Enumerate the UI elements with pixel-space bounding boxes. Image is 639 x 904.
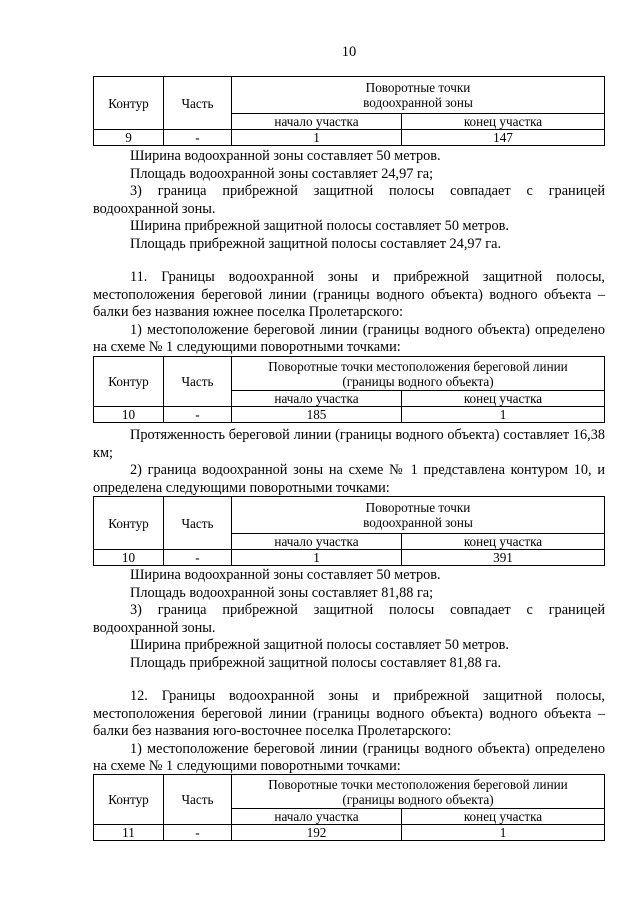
table-cell: 1 [232, 130, 402, 146]
section-11-text-b [93, 567, 605, 673]
header-part: Часть [164, 77, 232, 130]
paragraph: 3) граница прибрежной защитной полосы совпадает с границей водоохранной зоны. [93, 183, 605, 217]
table-cell: 10 [94, 407, 164, 423]
table-cell: начало участка [232, 391, 402, 407]
table-cell: 1 [232, 550, 402, 566]
paragraph: Протяженность береговой линии (границы водного объекта) составляет 16,38 км; [93, 427, 605, 461]
table-cell: Контур [94, 497, 164, 550]
table-cell: - [164, 550, 232, 566]
table-cell: Часть [164, 775, 232, 825]
paragraph: Ширина прибрежной защитной полосы составляет 50 метров. [130, 637, 509, 654]
header-end: конец участка [402, 114, 605, 130]
table-zone-9 [93, 76, 605, 146]
table-cell: Поворотные точки водоохранной зоны [232, 497, 605, 534]
table-cell: 391 [402, 550, 605, 566]
paragraph: 11. Границы водоохранной зоны и прибрежной защитной полосы, местоположения береговой линии (границы водного объекта) водного объекта – балки без названия южнее поселка Пролетарского: [93, 269, 605, 321]
paragraph: Площадь прибрежной защитной полосы составляет 81,88 га. [130, 654, 502, 671]
table-row [94, 825, 605, 841]
table-row [94, 130, 605, 146]
table-cell: начало участка [232, 809, 402, 825]
paragraph: Площадь прибрежной защитной полосы составляет 24,97 га. [130, 235, 502, 252]
table-cell: начало участка [232, 534, 402, 550]
page-number: 10 [341, 44, 357, 60]
table-cell: 1 [402, 825, 605, 841]
header-zone-points: Поворотные точки водоохранной зоны [232, 77, 605, 114]
table-cell: конец участка [402, 391, 605, 407]
table-cell: - [164, 825, 232, 841]
paragraph: Площадь водоохранной зоны составляет 24,97 га; [130, 165, 434, 182]
table-cell: Часть [164, 497, 232, 550]
table-row [94, 407, 605, 423]
header-shore-points: Поворотные точки местоположения береговой линии (границы водного объекта) [232, 357, 605, 391]
table-zone-10 [93, 496, 605, 566]
paragraph: Ширина водоохранной зоны составляет 50 метров. [130, 148, 441, 164]
paragraph: 12. Границы водоохранной зоны и прибрежной защитной полосы, местоположения береговой линии (границы водного объекта) водного объекта – балки без названия юго-восточнее поселка Пролетарского: [93, 688, 605, 740]
header-start: начало участка [232, 114, 402, 130]
table-cell: Контур [94, 775, 164, 825]
table-cell: 11 [94, 825, 164, 841]
table-cell: конец участка [402, 809, 605, 825]
paragraph: Площадь водоохранной зоны составляет 81,88 га; [130, 584, 434, 601]
table-cell: Контур [94, 357, 164, 407]
table-cell: 192 [232, 825, 402, 841]
table-shore-10 [93, 356, 605, 423]
paragraph: Ширина прибрежной защитной полосы составляет 50 метров. [130, 218, 509, 235]
text-block-1 [93, 148, 605, 254]
section-12-intro [93, 688, 605, 776]
table-cell: 9 [94, 130, 164, 146]
table-cell: 147 [402, 130, 605, 146]
paragraph: 3) граница прибрежной защитной полосы совпадает с границей водоохранной зоны. [93, 602, 605, 636]
paragraph: 2) граница водоохранной зоны на схеме № 1 представлена контуром 10, и определена следующими поворотными точками: [93, 462, 605, 496]
paragraph: Ширина водоохранной зоны составляет 50 метров. [130, 567, 441, 583]
table-cell: 185 [232, 407, 402, 423]
section-11-intro [93, 269, 605, 357]
paragraph: 1) местоположение береговой линии (границы водного объекта) определено на схеме № 1 следующими поворотными точками: [93, 740, 605, 775]
section-11-text-a [93, 427, 605, 497]
table-cell: 1 [402, 407, 605, 423]
table-cell: Поворотные точки местоположения береговой линии (границы водного объекта) [232, 775, 605, 809]
table-cell: - [164, 130, 232, 146]
paragraph: 1) местоположение береговой линии (границы водного объекта) определено на схеме № 1 следующими поворотными точками: [93, 321, 605, 356]
table-cell: конец участка [402, 534, 605, 550]
table-cell: 10 [94, 550, 164, 566]
table-cell: Часть [164, 357, 232, 407]
header-contour: Контур [94, 77, 164, 130]
table-shore-11 [93, 774, 605, 841]
table-row [94, 550, 605, 566]
table-cell: - [164, 407, 232, 423]
